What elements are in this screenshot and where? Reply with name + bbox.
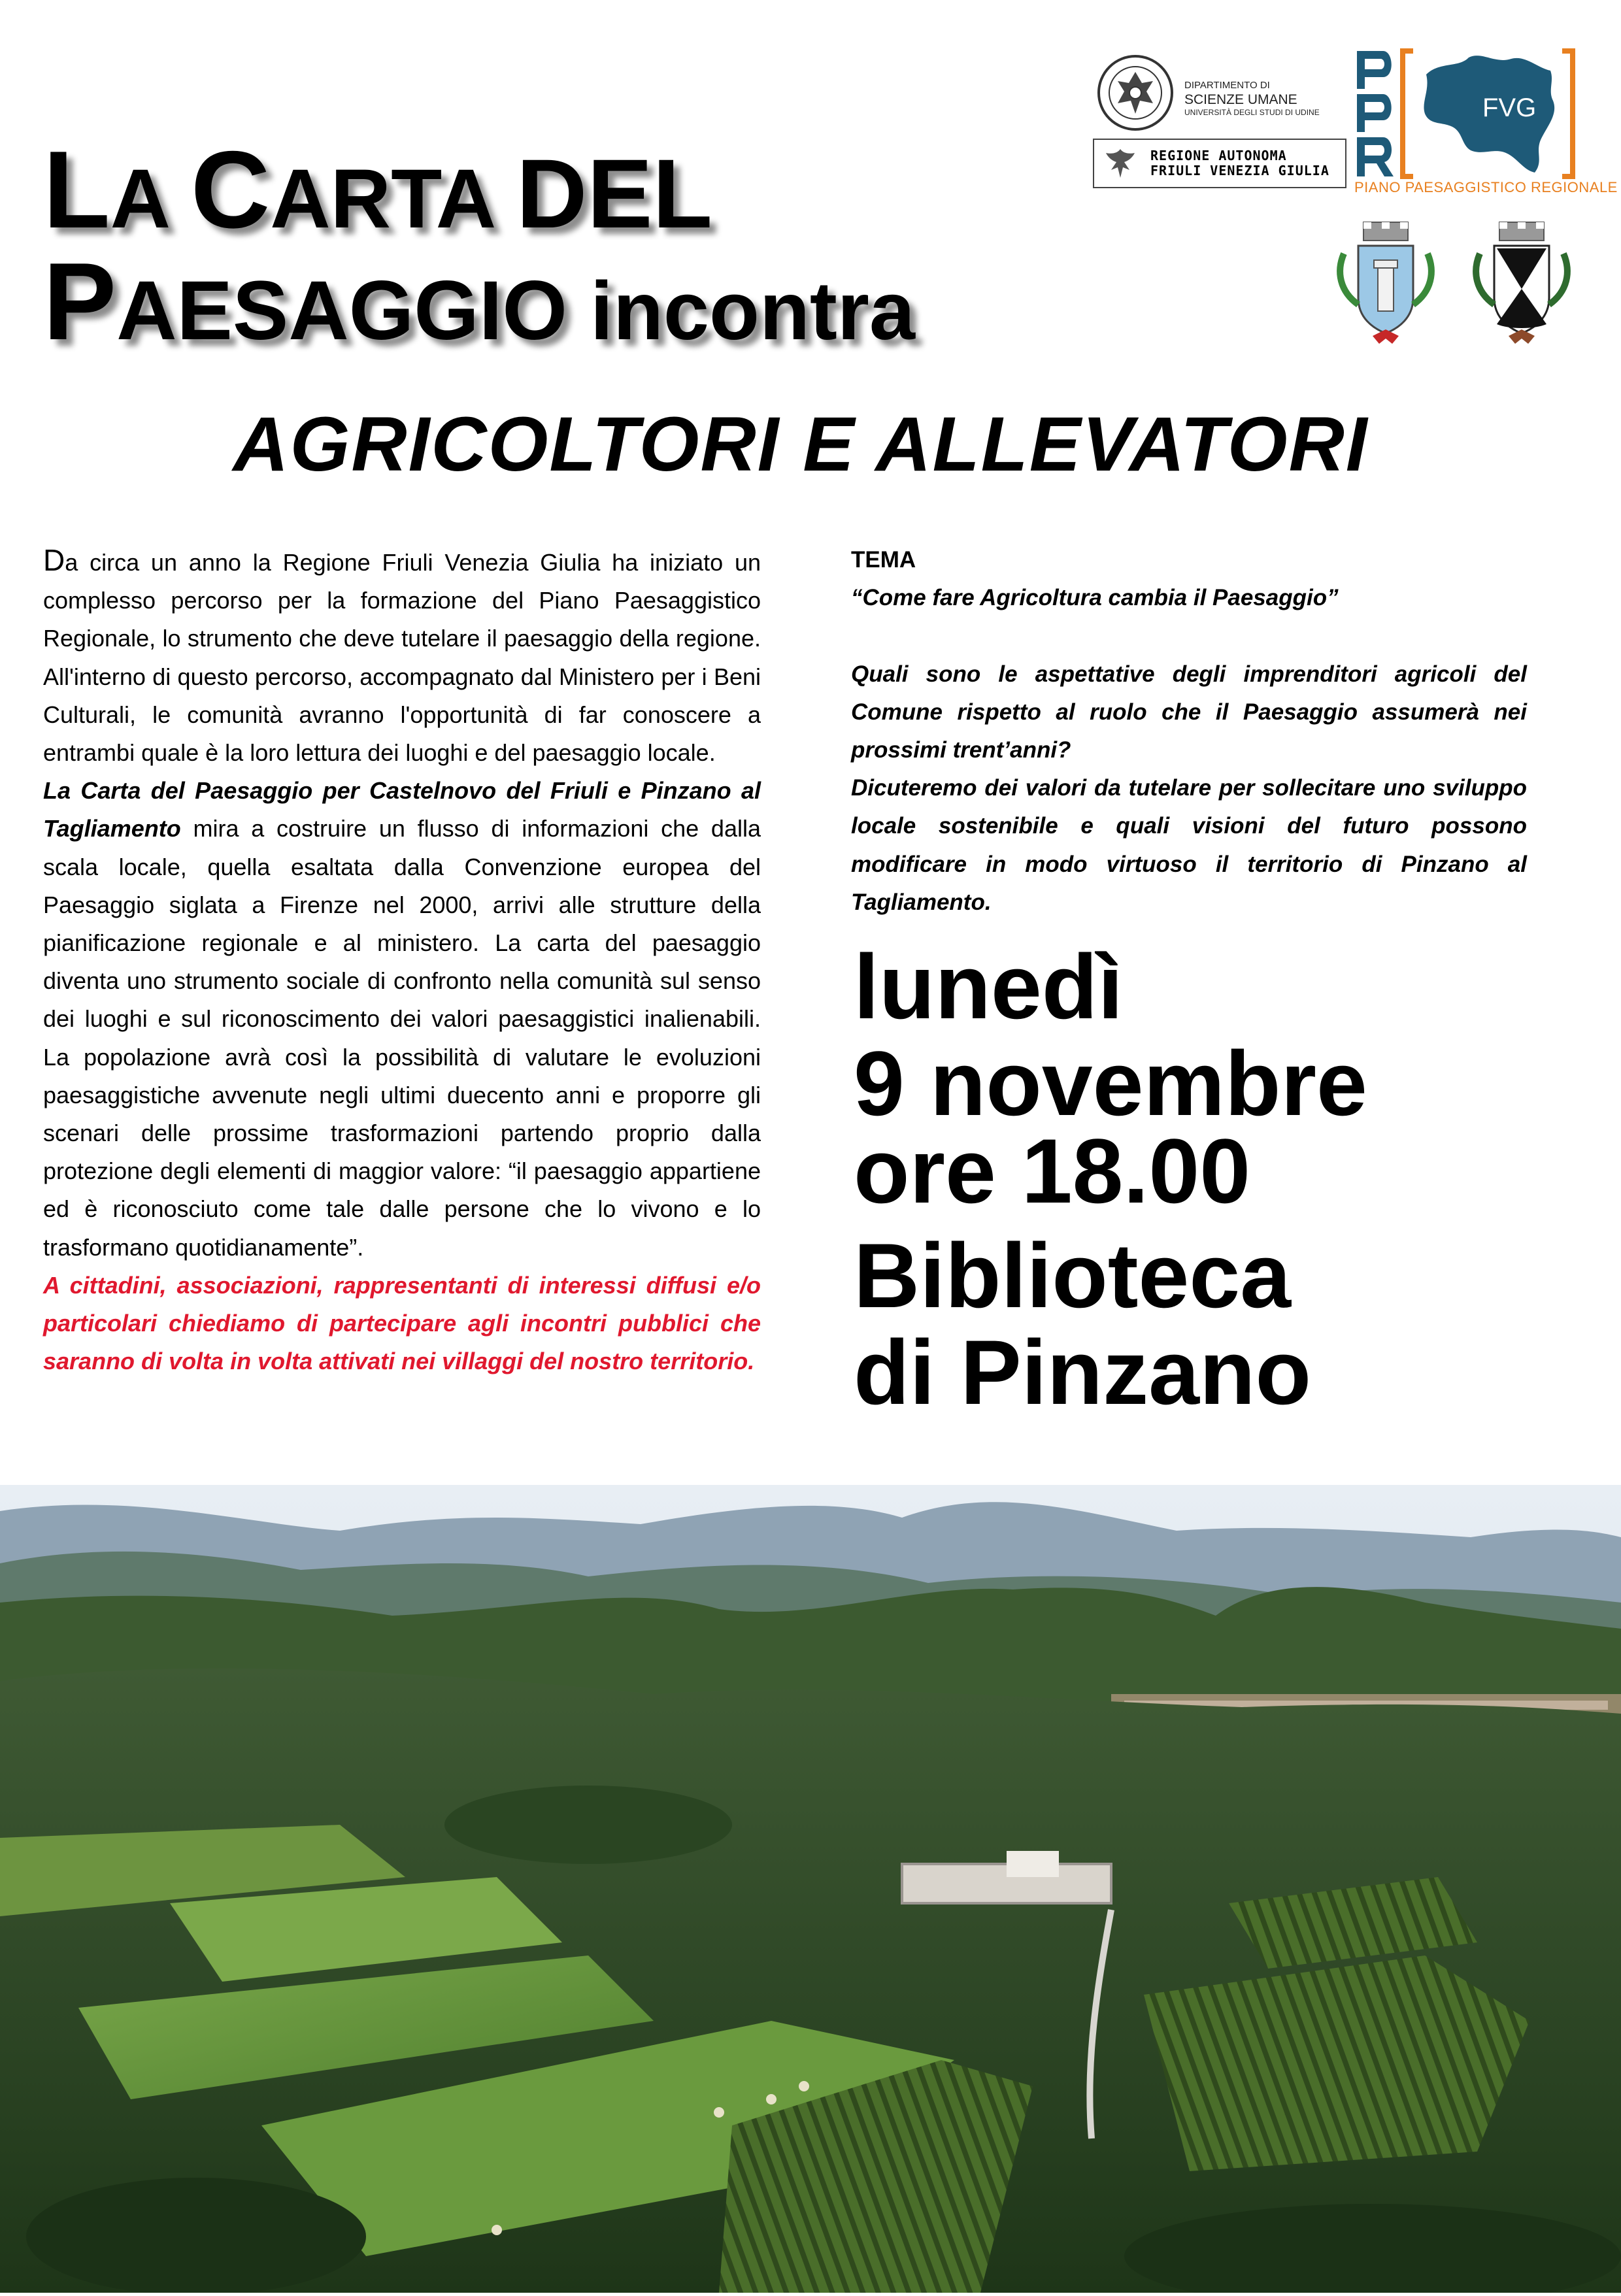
poster-title: LA CARTA DEL PAESAGGIO incontra — [43, 128, 915, 363]
intro-paragraph-1: Da circa un anno la Regione Friuli Venezia Giulia ha iniziato un complesso percorso per la formazione del Piano Paesaggistico Regionale, lo strumento che deve tutelare il paesaggio della regione. All'interno di questo percorso, accompagnato dal Ministero per i Beni Culturali, le comunità avranno l'opportunità di far conoscere a entrambi quale è la loro lettura dei luoghi e del paesaggio locale. — [43, 543, 761, 767]
event-place-2: di Pinzano — [854, 1321, 1311, 1423]
event-day: lunedì — [854, 935, 1124, 1038]
castelnovo-coat-of-arms-icon — [1327, 220, 1445, 350]
intro-paragraph-2: La Carta del Paesaggio per Castelnovo del Friuli e Pinzano al Tagliamento mira a costruire un flusso di informazioni che dalla scala locale, quella esaltata dalla Convenzione europea del Paesaggio siglata a Firenze nel 2000, arrivi alle strutture della pianificazione regionale e al ministero. La carta del paesaggio diventa uno strumento sociale di confronto nella comunità sul senso dei luoghi e sul riconoscimento dei valori paesaggistici inalienabili. La popolazione avrà così la possibilità di valutare le evoluzioni paesaggistiche avvenute negli ultimi duecento anni e proporre gli scenari delle prossime trasformazioni partendo proprio dalla protezione degli elementi di maggior valore: “il paesaggio appartiene ed è riconosciuto come tale dalle persone che lo vivono e lo trasformano quotidianamente”. — [43, 777, 761, 1261]
invitation-text: A cittadini, associazioni, rappresentanti di interessi diffusi e/o particolari chiediamo di partecipare agli incontri pubblici che saranno di volta in volta attivati nei villaggi del nostro territorio. — [43, 1271, 761, 1375]
region-logo: REGIONE AUTONOMA FRIULI VENEZIA GIULIA — [1093, 139, 1346, 188]
event-place-1: Biblioteca — [854, 1224, 1292, 1327]
eagle-icon — [1101, 144, 1140, 183]
fvg-region-map-icon — [1354, 48, 1577, 179]
landscape-photo — [0, 1485, 1621, 2293]
tema-label: TEMA — [851, 547, 916, 573]
svg-text:FVG: FVG — [1482, 93, 1537, 122]
event-time: ore 18.00 — [854, 1120, 1251, 1222]
poster-subtitle: AGRICOLTORI E ALLEVATORI — [233, 401, 1369, 488]
event-date: 9 novembre — [854, 1032, 1367, 1135]
ppr-caption: PIANO PAESAGGISTICO REGIONALE — [1354, 179, 1618, 195]
theme-text — [851, 541, 1527, 922]
university-logo: DIPARTIMENTO DI SCIENZE UMANE UNIVERSITÀ DEGLI STUDI DI UDINE — [1093, 54, 1348, 132]
event-details — [854, 932, 1586, 1427]
tema-title: “Come fare Agricoltura cambia il Paesaggio” — [851, 585, 1339, 611]
question-2: Dicuteremo dei valori da tutelare per sollecitare uno sviluppo locale sostenibile e quali visioni del futuro possono modificare in modo virtuoso il territorio di Pinzano al Tagliamento. — [851, 775, 1527, 915]
question-1: Quali sono le aspettative degli imprenditori agricoli del Comune rispetto al ruolo che il Paesaggio assumerà nei prossimi trent’anni? — [851, 661, 1527, 763]
intro-text — [43, 541, 761, 1380]
pinzano-coat-of-arms-icon — [1463, 220, 1580, 350]
university-seal-icon — [1093, 54, 1178, 132]
